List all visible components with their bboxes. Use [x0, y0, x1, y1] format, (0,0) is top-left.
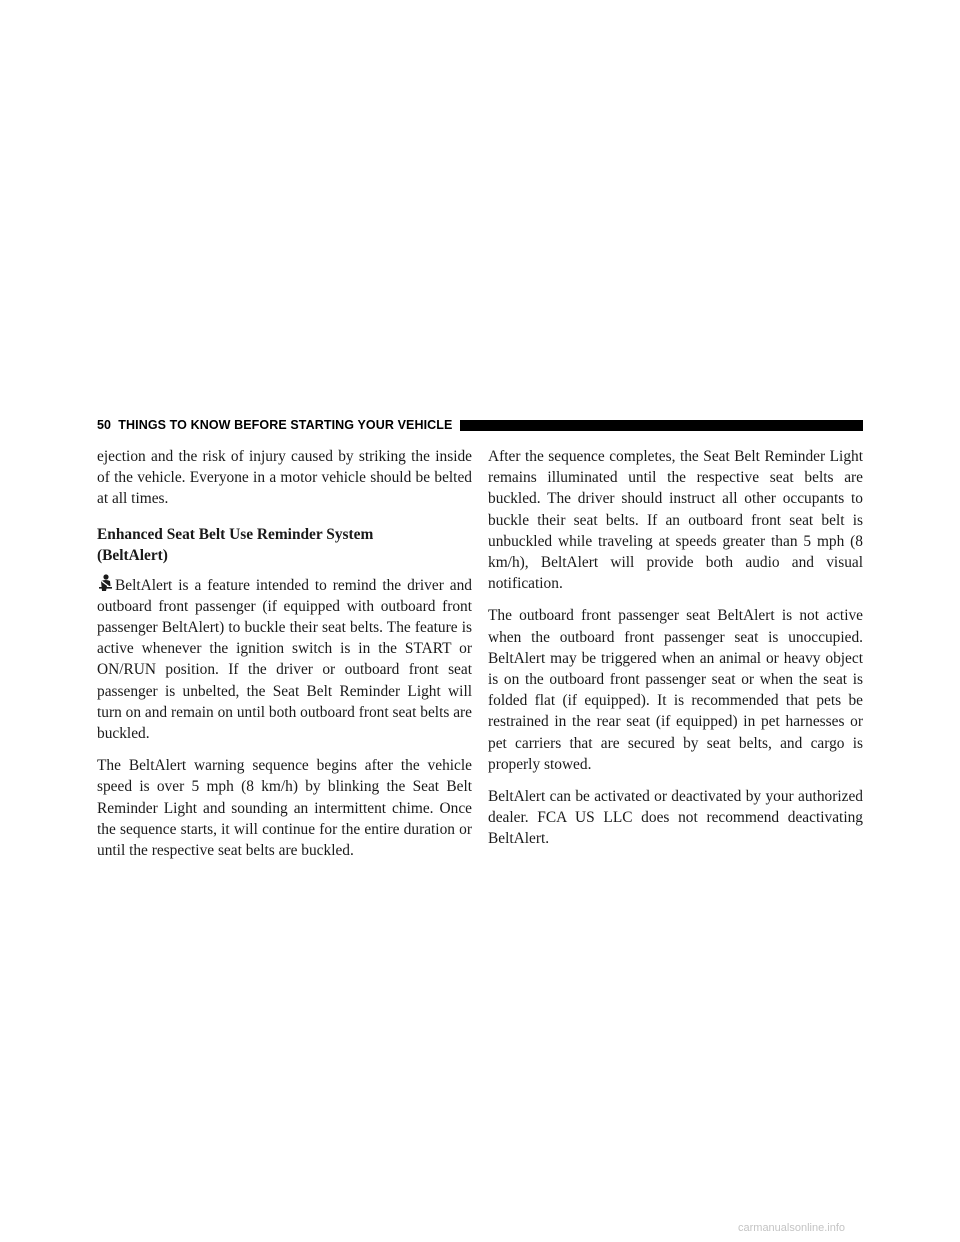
paragraph-ejection: ejection and the risk of injury caused by striking the inside of the vehicle. Everyone in a motor vehicle should be belted at all times. — [97, 448, 472, 508]
paragraph-passenger-seat: The outboard front passenger seat BeltAlert is not active when the outboard front passenger seat is unoccupied. BeltAlert may be triggered when an animal or heavy object is on the outboard front passenger seat or when the seat is folded flat (if equipped). It is recommended that pets be restrained in the rear seat (if equipped) in pet harnesses or pet carriers that are secured by seat belts, and cargo is properly stowed. — [488, 607, 863, 773]
header-rule — [460, 420, 863, 431]
heading-line-2: (BeltAlert) — [97, 546, 168, 564]
paragraph-after-sequence: After the sequence completes, the Seat Belt Reminder Light remains illuminated until the respective seat belts are buckled. The driver should instruct all other occupants to buckle their seat belts. If an outboard front seat belt is unbuckled while traveling at speeds greater than 5 mph (8 km/h), BeltAlert will provide both audio and visual notification. — [488, 448, 863, 593]
paragraph-beltalert-intro — [97, 574, 472, 745]
heading-line-1: Enhanced Seat Belt Use Reminder System — [97, 525, 374, 543]
left-column — [97, 446, 472, 872]
right-column — [488, 446, 863, 861]
page-number: 50 — [97, 418, 112, 432]
seat-belt-reminder-icon — [97, 574, 114, 592]
paragraph-warning-sequence: The BeltAlert warning sequence begins after the vehicle speed is over 5 mph (8 km/h) by blinking the Seat Belt Reminder Light and sounding an intermittent chime. Once the sequence starts, it will continue for the entire duration or until the respective seat belts are buckled. — [97, 757, 472, 860]
section-title: THINGS TO KNOW BEFORE STARTING YOUR VEHICLE — [118, 418, 453, 432]
section-heading — [97, 524, 472, 566]
paragraph-dealer-activation: BeltAlert can be activated or deactivated by your authorized dealer. FCA US LLC does not recommend deactivating BeltAlert. — [488, 788, 863, 848]
watermark-text: carmanualsonline.info — [738, 1222, 846, 1234]
beltalert-intro-text: BeltAlert is a feature intended to remind the driver and outboard front passenger (if equipped with outboard front passenger BeltAlert) to buckle their seat belts. The feature is active whenever the ignition switch is in the START or ON/RUN position. If the driver or outboard front seat passenger is unbelted, the Seat Belt Reminder Light will turn on and remain on until both outboard front seat belts are buckled. — [97, 576, 472, 743]
page-header-text — [97, 418, 452, 432]
page-header — [97, 418, 863, 432]
